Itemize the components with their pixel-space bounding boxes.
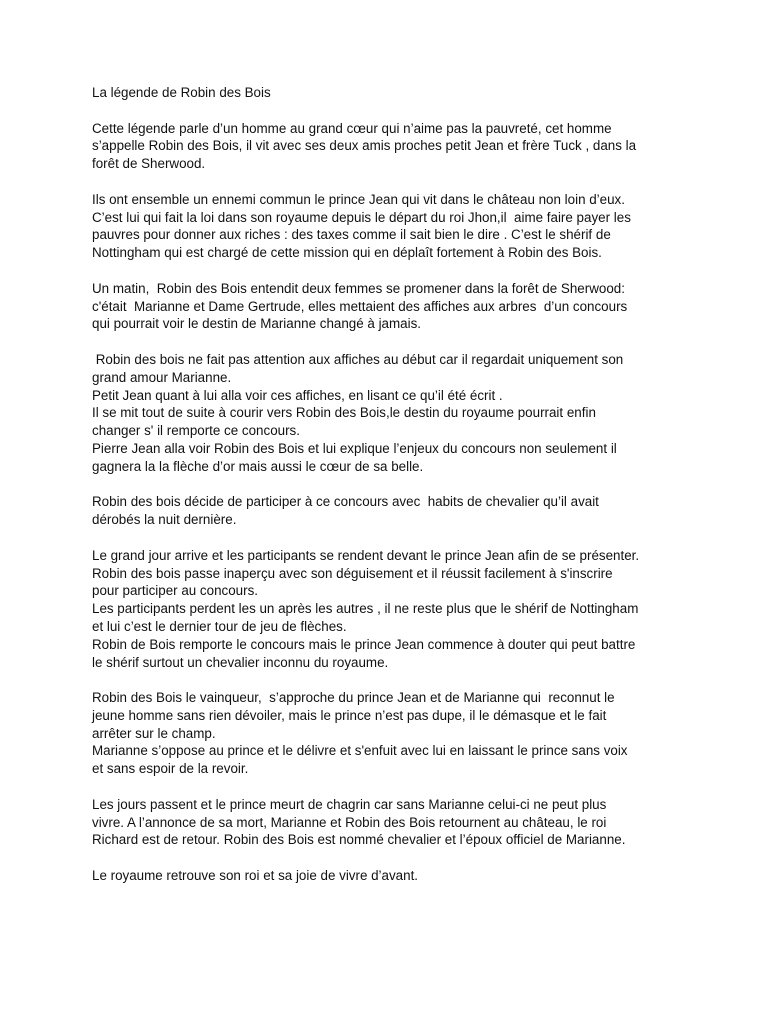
paragraph-4 — [92, 351, 682, 476]
paragraph-9 — [92, 867, 682, 885]
paragraph-6 — [92, 547, 682, 672]
paragraph-line: et lui c’est le dernier tour de jeu de flèches. — [92, 618, 347, 634]
paragraph-line: Richard est de retour. Robin des Bois est nommé chevalier et l’époux officiel de Marianne. — [92, 832, 626, 848]
paragraph-3 — [92, 280, 682, 333]
paragraph-line: le shérif surtout un chevalier inconnu du royaume. — [92, 654, 389, 670]
paragraph-line: Robin des Bois le vainqueur, s’approche du prince Jean et de Marianne qui reconnut le — [92, 690, 615, 706]
paragraph-spacer — [92, 671, 682, 689]
paragraph-line: Robin des bois ne fait pas attention aux affiches au début car il regardait uniquement son — [92, 351, 624, 367]
paragraph-line: Cette légende parle d’un homme au grand cœur qui n’aime pas la pauvreté, cet homme — [92, 120, 612, 136]
paragraph-line: dérobés la nuit dernière. — [92, 512, 237, 528]
paragraph-line: Nottingham qui est chargé de cette mission qui en déplaît fortement à Robin des Bois. — [92, 245, 602, 261]
paragraph-line: Marianne s’oppose au prince et le délivre et s'enfuit avec lui en laissant le prince sans voix — [92, 743, 628, 759]
paragraph-line: Le grand jour arrive et les participants se rendent devant le prince Jean afin de se présenter. — [92, 547, 640, 563]
paragraph-line: Robin des bois passe inaperçu avec son déguisement et il réussit facilement à s'inscrire — [92, 565, 613, 581]
paragraph-line: Petit Jean quant à lui alla voir ces affiches, en lisant ce qu’il été écrit . — [92, 387, 503, 403]
paragraph-line: Ils ont ensemble un ennemi commun le prince Jean qui vit dans le château non loin d’eux. — [92, 191, 625, 207]
document-body — [92, 84, 682, 885]
paragraph-spacer — [92, 476, 682, 494]
paragraph-line: pour participer au concours. — [92, 583, 258, 599]
paragraph-2 — [92, 191, 682, 262]
paragraph-line: Robin des bois décide de participer à ce concours avec habits de chevalier qu’il avait — [92, 494, 599, 510]
paragraph-line: grand amour Marianne. — [92, 369, 232, 385]
paragraph-spacer — [92, 173, 682, 191]
paragraph-spacer — [92, 262, 682, 280]
paragraph-7 — [92, 689, 682, 778]
paragraph-spacer — [92, 849, 682, 867]
paragraph-line: gagnera la la flèche d’or mais aussi le cœur de sa belle. — [92, 458, 424, 474]
paragraph-line: forêt de Sherwood. — [92, 156, 206, 172]
paragraph-8 — [92, 796, 682, 849]
paragraph-line: Robin de Bois remporte le concours mais le prince Jean commence à douter qui peut battre — [92, 636, 636, 652]
paragraph-line: arrêter sur le champ. — [92, 725, 216, 741]
paragraph-line: vivre. A l’annonce de sa mort, Marianne et Robin des Bois retournent au château, le roi — [92, 814, 607, 830]
paragraph-line: Les participants perdent les un après les autres , il ne reste plus que le shérif de Nottingham — [92, 601, 639, 617]
paragraph-line: c'était Marianne et Dame Gertrude, elles mettaient des affiches aux arbres d’un concours — [92, 298, 628, 314]
paragraph-line: et sans espoir de la revoir. — [92, 761, 249, 777]
paragraph-line: C’est lui qui fait la loi dans son royaume depuis le départ du roi Jhon,il aime faire payer les — [92, 209, 631, 225]
paragraph-1 — [92, 120, 682, 173]
paragraph-line: s’appelle Robin des Bois, il vit avec ses deux amis proches petit Jean et frère Tuck , dans la — [92, 138, 637, 154]
paragraph-spacer — [92, 778, 682, 796]
paragraph-line: pauvres pour donner aux riches : des taxes comme il sait bien le dire . C’est le shérif de — [92, 227, 611, 243]
paragraph-spacer — [92, 102, 682, 120]
paragraph-spacer — [92, 333, 682, 351]
paragraph-5 — [92, 493, 682, 529]
document-title: La légende de Robin des Bois — [92, 85, 271, 100]
paragraph-line: qui pourrait voir le destin de Marianne changé à jamais. — [92, 316, 421, 332]
paragraph-line: Les jours passent et le prince meurt de chagrin car sans Marianne celui-ci ne peut plus — [92, 796, 607, 812]
paragraph-line: Un matin, Robin des Bois entendit deux femmes se promener dans la forêt de Sherwood: — [92, 280, 625, 296]
paragraph-line: Pierre Jean alla voir Robin des Bois et lui explique l’enjeux du concours non seulement il — [92, 440, 617, 456]
paragraph-line: Le royaume retrouve son roi et sa joie de vivre d’avant. — [92, 868, 419, 884]
paragraph-line: Il se mit tout de suite à courir vers Robin des Bois,le destin du royaume pourrait enfin — [92, 405, 596, 421]
paragraph-line: changer s' il remporte ce concours. — [92, 423, 300, 439]
paragraph-line: jeune homme sans rien dévoiler, mais le prince n’est pas dupe, il le démasque et le fait — [92, 707, 607, 723]
paragraph-spacer — [92, 529, 682, 547]
